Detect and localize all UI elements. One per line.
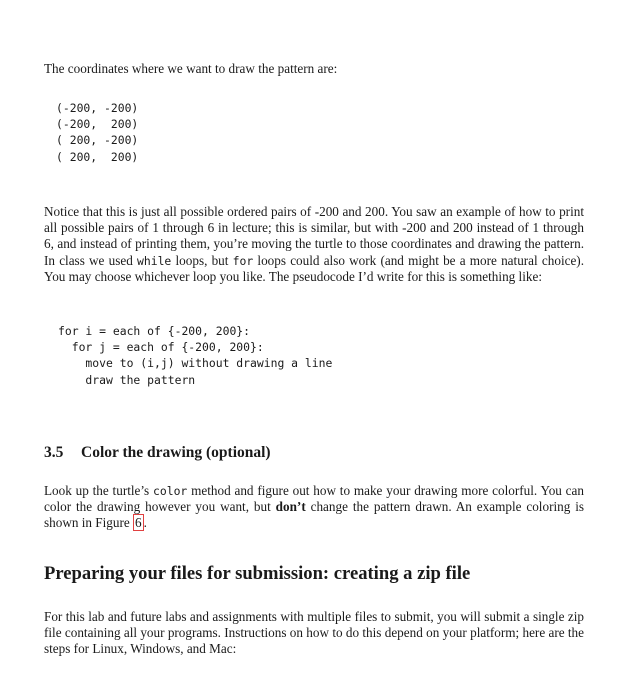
section-heading — [44, 444, 271, 462]
notice-text: loops, but — [171, 252, 233, 268]
submission-paragraph: For this lab and future labs and assignments with multiple files to submit, you will submit a single zip file containing all your programs. Instructions on how to do this depend on your platform; here are the steps for Linux, Windows, and Mac: — [44, 609, 584, 657]
code-color: color — [153, 484, 188, 498]
pseudocode-line: for j = each of {-200, 200}: — [58, 340, 264, 355]
color-text: . — [143, 515, 147, 531]
coordinate-line: (-200, -200) — [56, 101, 139, 115]
bold-dont: don’t — [275, 499, 306, 515]
figure-reference-link[interactable]: 6 — [135, 515, 142, 531]
pseudocode-line: move to (i,j) without drawing a line — [58, 356, 333, 371]
pseudocode-line: draw the pattern — [58, 372, 196, 387]
coordinate-line: ( 200, 200) — [56, 149, 139, 164]
section-number: 3.5 — [44, 444, 64, 461]
coordinate-line: ( 200, -200) — [56, 133, 139, 148]
coordinates-block — [56, 100, 138, 165]
color-text: change the pattern drawn. An example coloring is shown in Figure — [44, 499, 585, 531]
color-text: method and figure out how to make your drawing more colorful. You can color the drawing however you want, but — [44, 483, 584, 515]
color-paragraph — [44, 483, 584, 532]
notice-text: loops could also work (and might be a more natural choice). You may choose whichever loop you like. The pseudocode I’d write for this is something like: — [44, 252, 584, 284]
color-text: Look up the turtle’s — [44, 483, 153, 498]
notice-text: Notice that this is just all possible ordered pairs of -200 and 200. You saw an example of how to print all possible pairs of 1 through 6 in lecture; this is similar, but with -200 and 200 instead of 1 through 6, and instead of printing them, you’re moving the turtle to those coordinates and drawing the pattern. In class we used — [44, 204, 584, 268]
code-while: while — [137, 253, 172, 268]
submission-heading: Preparing your files for submission: creating a zip file — [44, 563, 471, 584]
section-title: Color the drawing (optional) — [81, 444, 271, 461]
pseudocode-block — [58, 323, 332, 388]
code-for: for — [232, 253, 254, 268]
coordinate-line: (-200, 200) — [56, 117, 139, 132]
pseudocode-line: for i = each of {-200, 200}: — [58, 324, 251, 338]
intro-paragraph: The coordinates where we want to draw the pattern are: — [44, 61, 338, 76]
notice-paragraph — [44, 204, 584, 285]
